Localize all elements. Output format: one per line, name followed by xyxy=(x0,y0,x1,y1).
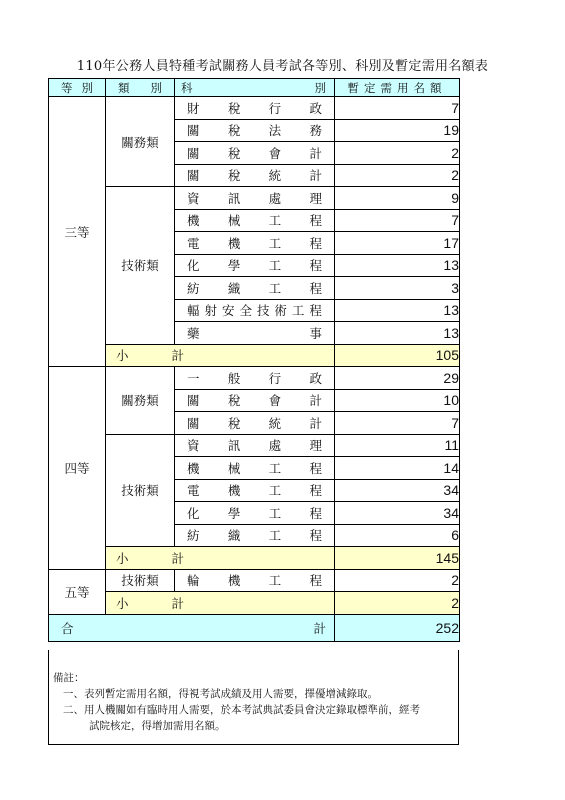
quota-table xyxy=(48,78,460,642)
subject-cell: 機 械 工 程 xyxy=(175,457,335,480)
subject-cell: 藥 事 xyxy=(175,322,335,345)
quota-cell: 11 xyxy=(335,434,460,457)
header-quota: 暫定需用名額 xyxy=(335,79,460,97)
subtotal-row xyxy=(49,344,460,367)
subject-cell: 一 般 行 政 xyxy=(175,367,335,390)
total-label: 合 計 xyxy=(49,614,335,641)
table-row xyxy=(49,367,460,390)
subject-cell: 財 稅 行 政 xyxy=(175,97,335,120)
note-item-2: 二、用人機關如有臨時用人需要，於本考試典試委員會決定錄取標準前，經考 xyxy=(63,704,420,716)
quota-cell: 6 xyxy=(335,524,460,547)
subject-cell: 資 訊 處 理 xyxy=(175,187,335,210)
quota-cell: 34 xyxy=(335,479,460,502)
total-row xyxy=(49,614,460,641)
header-category: 類 別 xyxy=(106,79,175,97)
quota-cell: 2 xyxy=(335,164,460,187)
quota-cell: 3 xyxy=(335,277,460,300)
subject-cell: 關 稅 法 務 xyxy=(175,119,335,142)
subtotal-row xyxy=(49,592,460,615)
subtotal-row xyxy=(49,547,460,570)
subject-cell: 電 機 工 程 xyxy=(175,232,335,255)
subject-cell: 關 稅 會 計 xyxy=(175,389,335,412)
subtotal-label: 小 計 xyxy=(106,547,335,570)
quota-cell: 29 xyxy=(335,367,460,390)
grade-cell: 三等 xyxy=(49,97,106,367)
subject-cell: 關 稅 統 計 xyxy=(175,164,335,187)
quota-cell: 13 xyxy=(335,254,460,277)
category-cell: 技術類 xyxy=(106,569,175,592)
quota-cell: 19 xyxy=(335,119,460,142)
quota-cell: 9 xyxy=(335,187,460,210)
category-cell: 技術類 xyxy=(106,187,175,345)
quota-cell: 7 xyxy=(335,97,460,120)
subject-cell: 關 稅 統 計 xyxy=(175,412,335,435)
table-row xyxy=(49,187,460,210)
notes-heading: 備註： xyxy=(53,672,85,684)
subject-cell: 化 學 工 程 xyxy=(175,502,335,525)
header-row xyxy=(49,79,460,97)
subtotal-value: 145 xyxy=(335,547,460,570)
quota-cell: 10 xyxy=(335,389,460,412)
quota-cell: 2 xyxy=(335,569,460,592)
table-row xyxy=(49,97,460,120)
subject-cell: 紡 織 工 程 xyxy=(175,277,335,300)
quota-cell: 7 xyxy=(335,412,460,435)
subtotal-value: 105 xyxy=(335,344,460,367)
quota-cell: 7 xyxy=(335,209,460,232)
subject-cell: 輪 機 工 程 xyxy=(175,569,335,592)
table-row xyxy=(49,434,460,457)
quota-cell: 13 xyxy=(335,322,460,345)
subject-cell: 紡 織 工 程 xyxy=(175,524,335,547)
total-value: 252 xyxy=(335,614,460,641)
category-cell: 關務類 xyxy=(106,367,175,435)
quota-cell: 14 xyxy=(335,457,460,480)
page-title: 110年公務人員特種考試關務人員考試各等別、科別及暫定需用名額表 xyxy=(76,59,489,74)
note-item-1: 一、表列暫定需用名額，得視考試成績及用人需要，擇優增減錄取。 xyxy=(63,688,378,700)
quota-cell: 17 xyxy=(335,232,460,255)
header-grade: 等 別 xyxy=(49,79,106,97)
grade-cell: 四等 xyxy=(49,367,106,570)
category-cell: 關務類 xyxy=(106,97,175,187)
category-cell: 技術類 xyxy=(106,434,175,547)
grade-cell: 五等 xyxy=(49,569,106,614)
table-row xyxy=(49,569,460,592)
subject-cell: 機 械 工 程 xyxy=(175,209,335,232)
subject-cell: 輻 射 安 全 技 術 工 程 xyxy=(175,299,335,322)
subtotal-label: 小 計 xyxy=(106,592,335,615)
subtotal-value: 2 xyxy=(335,592,460,615)
subject-cell: 資 訊 處 理 xyxy=(175,434,335,457)
header-subject: 科 別 xyxy=(175,79,335,97)
quota-cell: 2 xyxy=(335,142,460,165)
quota-cell: 34 xyxy=(335,502,460,525)
note-item-2-cont: 試院核定，得增加需用名額。 xyxy=(89,720,226,732)
notes-box xyxy=(48,650,459,745)
subject-cell: 關 稅 會 計 xyxy=(175,142,335,165)
subject-cell: 化 學 工 程 xyxy=(175,254,335,277)
subtotal-label: 小 計 xyxy=(106,344,335,367)
quota-cell: 13 xyxy=(335,299,460,322)
table-body xyxy=(49,97,460,642)
subject-cell: 電 機 工 程 xyxy=(175,479,335,502)
